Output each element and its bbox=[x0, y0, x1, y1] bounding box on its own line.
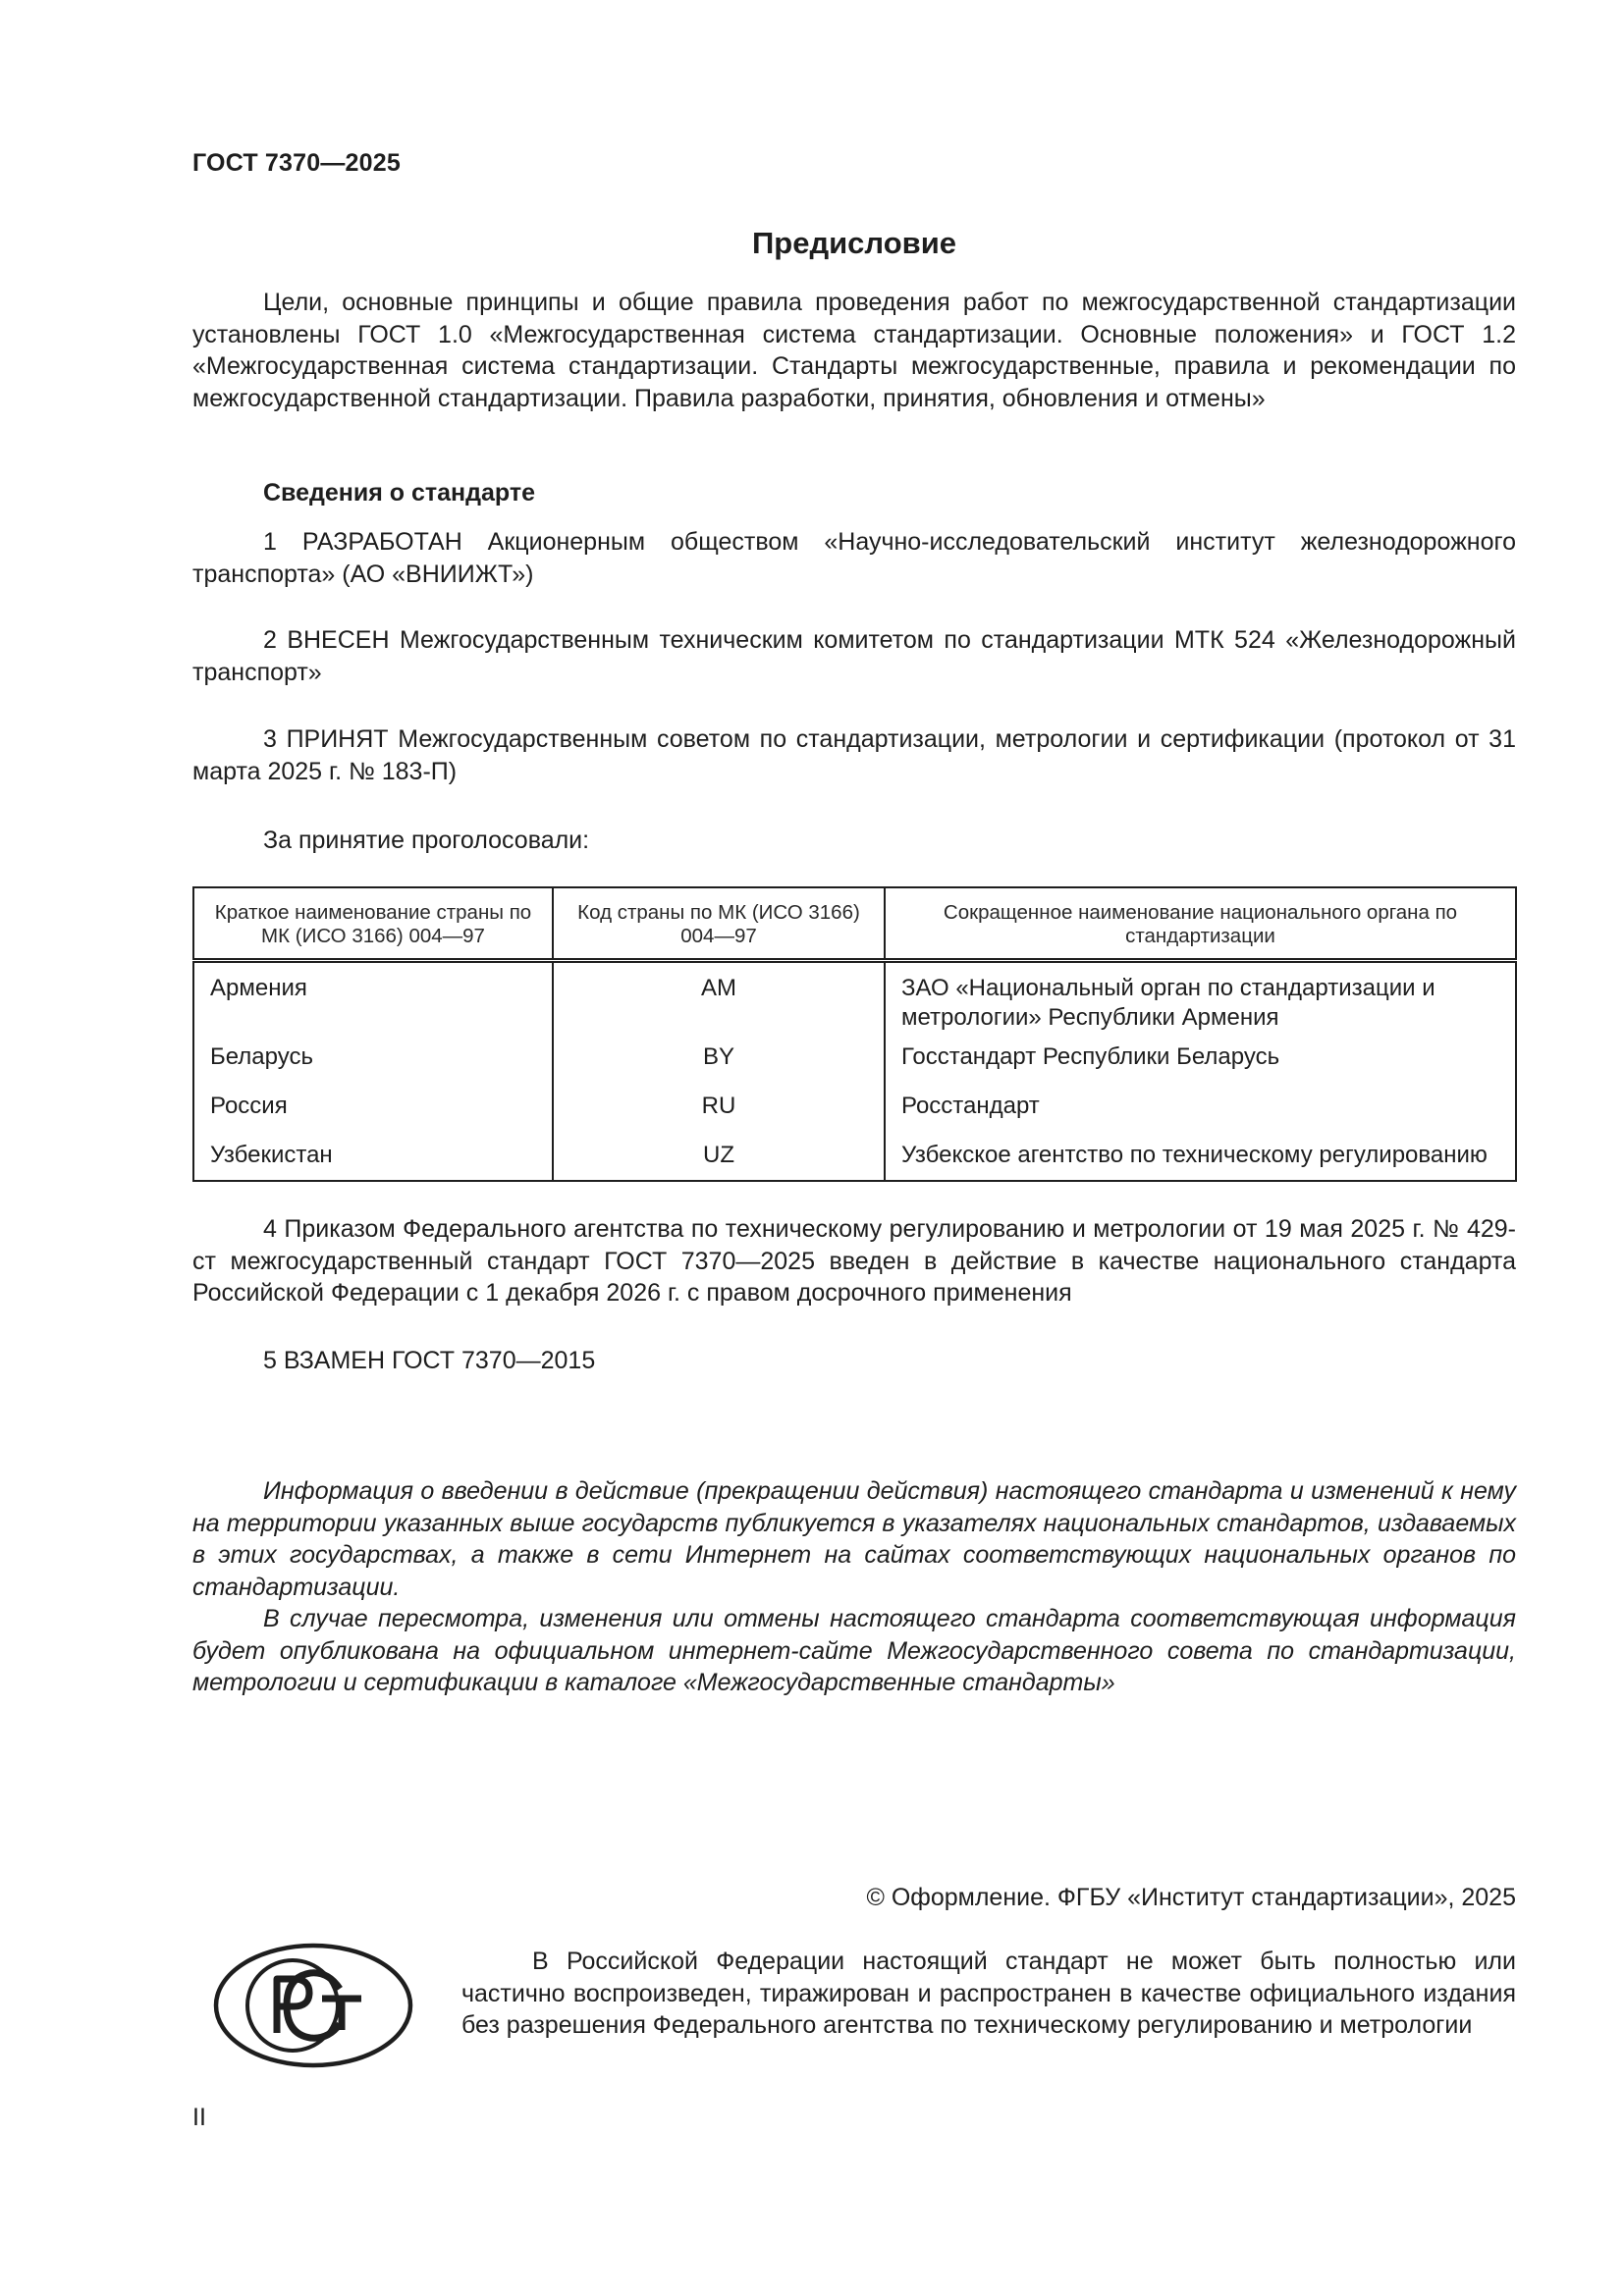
national-body-cell: Росстандарт bbox=[885, 1092, 1516, 1141]
country-cell: Армения bbox=[193, 961, 553, 1043]
country-cell: Россия bbox=[193, 1092, 553, 1141]
vote-table bbox=[192, 886, 1517, 1182]
item-replaces: 5 ВЗАМЕН ГОСТ 7370—2015 bbox=[263, 1347, 596, 1374]
item-submitted-by: 2 ВНЕСЕН Межгосударственным техническим комитетом по стандартизации МТК 524 «Железнодорожный транспорт» bbox=[192, 626, 1516, 686]
national-body-cell: ЗАО «Национальный орган по стандартизации и метрологии» Республики Армения bbox=[885, 961, 1516, 1043]
code-cell: UZ bbox=[553, 1141, 885, 1181]
column-header-national-body: Сокращенное наименование национального органа по стандартизации bbox=[885, 887, 1516, 961]
table-row bbox=[193, 1042, 1516, 1092]
item-enacted-by-order: 4 Приказом Федерального агентства по техническому регулированию и метрологии от 19 мая 2025 г. № 429-ст межгосударственный стандарт ГОСТ 7370—2025 введен в действие в качестве национального стандарта Российской Федерации с 1 декабря 2026 г. с правом досрочного применения bbox=[192, 1215, 1516, 1307]
pst-certification-mark-icon bbox=[212, 1942, 414, 2069]
notice-paragraph-revision: В случае пересмотра, изменения или отмены настоящего стандарта соответствующая информация будет опубликована на официальном интернет-сайте Межгосударственного совета по стандартизации, метрологии и сертификации в каталоге «Межгосударственные стандарты» bbox=[192, 1605, 1516, 1696]
code-cell: RU bbox=[553, 1092, 885, 1141]
vote-table-header-row bbox=[193, 887, 1516, 961]
country-cell: Беларусь bbox=[193, 1042, 553, 1092]
page-title: Предисловие bbox=[751, 226, 956, 260]
table-row bbox=[193, 1092, 1516, 1141]
standard-info-heading: Сведения о стандарте bbox=[263, 479, 536, 507]
intro-paragraph: Цели, основные принципы и общие правила проведения работ по межгосударственной стандартизации установлены ГОСТ 1.0 «Межгосударственная система стандартизации. Основные положения» и ГОСТ 1.2 «Межгосударственная система стандартизации. Стандарты межгосударственные, правила и рекомендации по межгосударственной стандартизации. Правила разработки, принятия, обновления и отмены» bbox=[192, 289, 1516, 412]
code-cell: BY bbox=[553, 1042, 885, 1092]
country-cell: Узбекистан bbox=[193, 1141, 553, 1181]
notice-paragraph-publication: Информация о введении в действие (прекращении действия) настоящего стандарта и изменений к нему на территории указанных выше государств публикуется в указателях национальных стандартов, издаваемых в этих государствах, а также в сети Интернет на сайтах соответствующих национальных органов по стандартизации. bbox=[192, 1477, 1516, 1601]
reproduction-notice: В Российской Федерации настоящий стандарт не может быть полностью или частично воспроизведен, тиражирован и распространен в качестве официального издания без разрешения Федерального агентства по техническому регулированию и метрологии bbox=[461, 1948, 1516, 2039]
code-cell: AM bbox=[553, 961, 885, 1043]
document-id-header: ГОСТ 7370—2025 bbox=[192, 149, 401, 177]
national-body-cell: Узбекское агентство по техническому регулированию bbox=[885, 1141, 1516, 1181]
page-number: II bbox=[192, 2104, 206, 2131]
item-developed-by: 1 РАЗРАБОТАН Акционерным обществом «Научно-исследовательский институт железнодорожного транспорта» (АО «ВНИИЖТ») bbox=[192, 528, 1516, 588]
national-body-cell: Госстандарт Республики Беларусь bbox=[885, 1042, 1516, 1092]
item-adopted-by: 3 ПРИНЯТ Межгосударственным советом по стандартизации, метрологии и сертификации (протокол от 31 марта 2025 г. № 183-П) bbox=[192, 725, 1516, 785]
document-page bbox=[192, 0, 1516, 2296]
vote-label: За принятие проголосовали: bbox=[263, 827, 590, 854]
table-row bbox=[193, 961, 1516, 1043]
column-header-country: Краткое наименование страны по МК (ИСО 3166) 004—97 bbox=[193, 887, 553, 961]
copyright-line: © Оформление. ФГБУ «Институт стандартизации», 2025 bbox=[866, 1884, 1516, 1911]
column-header-code: Код страны по МК (ИСО 3166) 004—97 bbox=[553, 887, 885, 961]
table-row bbox=[193, 1141, 1516, 1181]
